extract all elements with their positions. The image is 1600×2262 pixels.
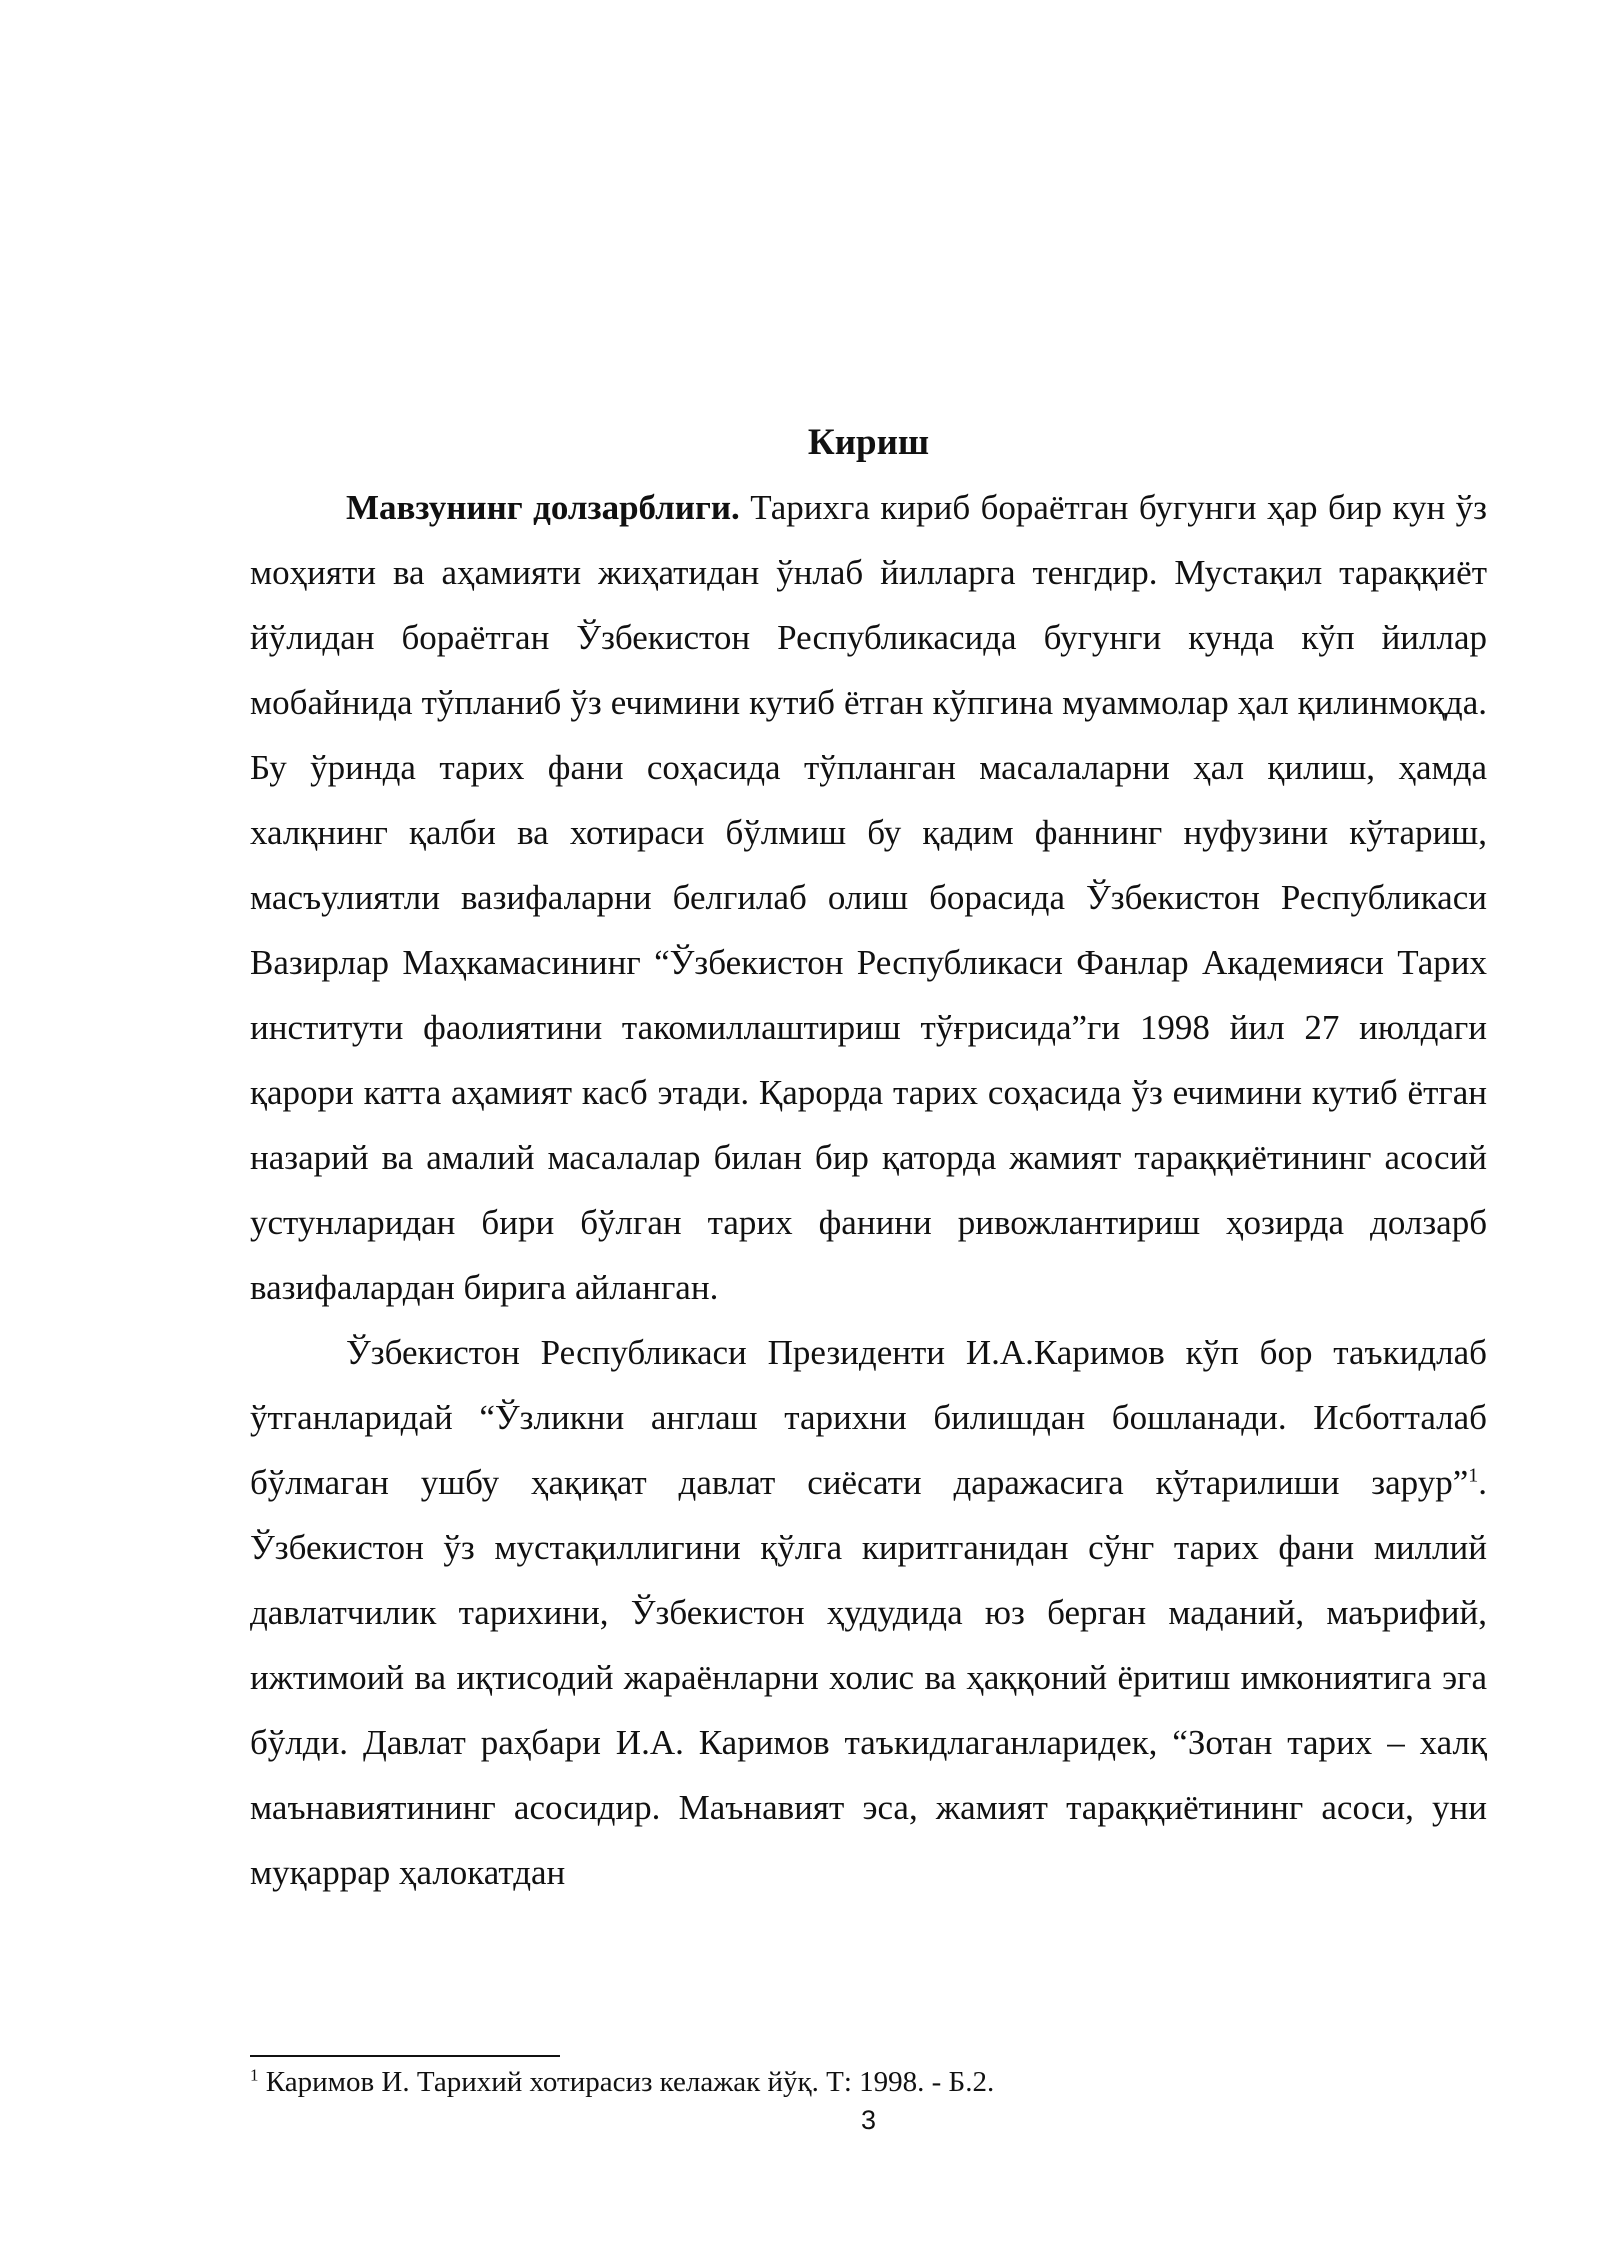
footnote-mark: 1	[250, 2065, 259, 2085]
paragraph-continuation-text: . Ўзбекистон ўз мустақиллигини қўлга киритганидан сўнг тарих фани миллий давлатчилик тарихини, Ўзбекистон ҳудудида юз берган маданий, маърифий, ижтимоий ва иқтисодий жараёнларни холис ва ҳаққоний ёритиш имкониятига эга бўлди. Давлат раҳбари И.А. Каримов таъкидлаганларидек, “Зотан тарих – халқ маънавиятининг асосидир. Маънавият эса, жамият тараққиётининг асоси, уни муқаррар ҳалокатдан	[250, 1463, 1487, 1892]
footnote-text: Каримов И. Тарихий хотирасиз келажак йўқ. Т: 1998. - Б.2.	[258, 2066, 995, 2098]
page-number: 3	[860, 2105, 877, 2135]
footnote-separator	[250, 2055, 560, 2057]
paragraph-quote-text: Ўзбекистон Республикаси Президенти И.А.Каримов кўп бор таъкидлаб ўтганларидай “Ўзликни англаш тарихни билишдан бошланади. Исботталаб бўлмаган ушбу ҳақиқат давлат сиёсати даражасига кўтарилиши зарур”	[250, 1333, 1487, 1502]
footnote	[250, 2062, 1487, 2102]
page-body	[250, 410, 1487, 1905]
paragraph-relevance	[250, 475, 1487, 1320]
paragraph-relevance-text: Тарихга кириб бораётган бугунги ҳар бир кун ўз моҳияти ва аҳамияти жиҳатидан ўнлаб йилларга тенгдир. Мустақил тараққиёт йўлидан бораётган Ўзбекистон Республикасида бугунги кунда кўп йиллар мобайнида тўпланиб ўз ечимини кутиб ётган кўпгина муаммолар ҳал қилинмоқда. Бу ўринда тарих фани соҳасида тўпланган масалаларни ҳал қилиш, ҳамда халқнинг қалби ва хотираси бўлмиш бу қадим фаннинг нуфузини кўтариш, масъулиятли вазифаларни белгилаб олиш борасида Ўзбекистон Республикаси Вазирлар Маҳкамасининг “Ўзбекистон Республикаси Фанлар Академияси Тарих институти фаолиятини такомиллаштириш тўғрисида”ги 1998 йил 27 июлдаги қарори катта аҳамият касб этади. Қарорда тарих соҳасида ўз ечимини кутиб ётган назарий ва амалий масалалар билан бир қаторда жамият тараққиётининг асосий устунларидан бири бўлган тарих фанини ривожлантириш ҳозирда долзарб вазифалардан бирига айланган.	[250, 488, 1488, 1307]
footnote-reference[interactable]: 1	[1468, 1464, 1479, 1487]
paragraph-president-quote	[250, 1320, 1487, 1905]
paragraph-lead-bold: Мавзунинг долзарблиги.	[346, 488, 740, 527]
section-heading: Кириш	[807, 422, 930, 463]
